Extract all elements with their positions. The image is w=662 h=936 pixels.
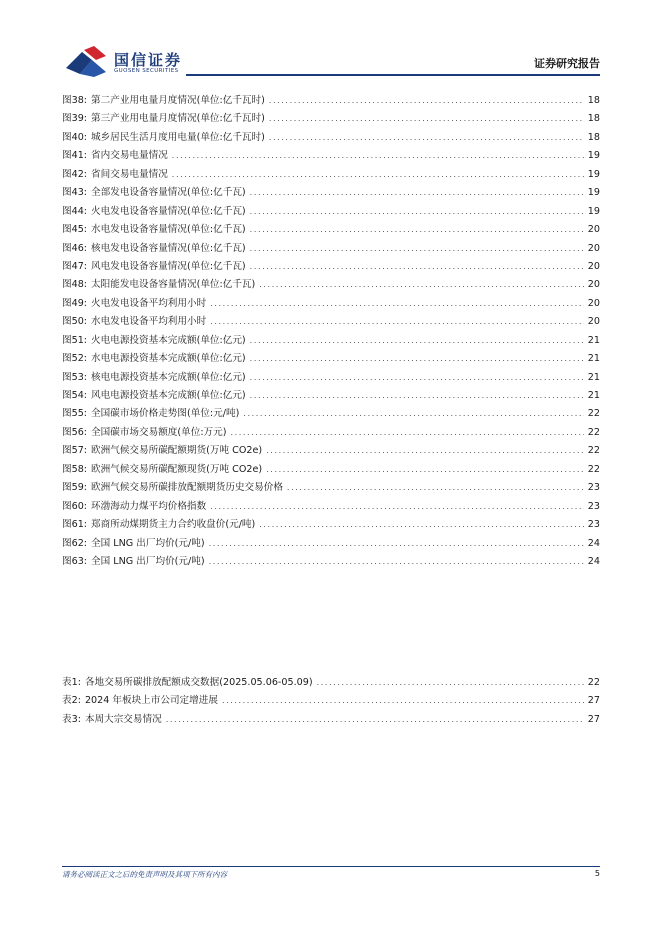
toc-dot-leader bbox=[172, 151, 584, 160]
report-type-label: 证券研究报告 bbox=[534, 57, 600, 70]
toc-table-entry[interactable] bbox=[62, 692, 600, 710]
toc-entry-title: 风电电源投资基本完成额(单位:亿元) bbox=[91, 390, 246, 401]
toc-entry-label: 图45: bbox=[62, 224, 88, 236]
toc-entry-title: 水电发电设备平均利用小时 bbox=[91, 316, 207, 328]
toc-figure-entry[interactable] bbox=[62, 498, 600, 516]
toc-figure-entry[interactable] bbox=[62, 240, 600, 258]
toc-figure-entry[interactable] bbox=[62, 516, 600, 534]
toc-entry-page: 20 bbox=[587, 242, 600, 254]
toc-entry-page: 27 bbox=[587, 713, 600, 725]
toc-dot-leader bbox=[250, 336, 584, 345]
toc-entry-title: 太阳能发电设备容量情况(单位:亿千瓦) bbox=[91, 279, 256, 291]
toc-entry-label: 图50: bbox=[62, 316, 88, 328]
guosen-logo-mark-icon bbox=[64, 46, 108, 78]
toc-entry-page: 23 bbox=[587, 482, 600, 494]
toc-entry-label: 图39: bbox=[62, 113, 88, 125]
toc-entry-label: 图38: bbox=[62, 95, 88, 106]
toc-entry-page: 21 bbox=[587, 371, 600, 383]
toc-figure-entry[interactable] bbox=[62, 332, 600, 350]
toc-entry-label: 图60: bbox=[62, 500, 88, 512]
toc-entry-title: 全国 LNG 出厂均价(元/吨) bbox=[91, 555, 205, 567]
toc-dot-leader bbox=[250, 391, 584, 400]
toc-dot-leader bbox=[166, 715, 584, 724]
toc-entry-label: 图42: bbox=[62, 168, 88, 180]
toc-dot-leader bbox=[250, 354, 584, 363]
toc-figure-entry[interactable] bbox=[62, 313, 600, 331]
toc-entry-title: 全国碳市场价格走势图(单位:元/吨) bbox=[91, 408, 240, 420]
footer-disclaimer: 请务必阅读正文之后的免责声明及其项下所有内容 bbox=[62, 870, 227, 879]
toc-entry-label: 图56: bbox=[62, 426, 88, 438]
toc-entry-title: 水电电源投资基本完成额(单位:亿元) bbox=[91, 353, 246, 365]
toc-entry-label: 图47: bbox=[62, 260, 88, 272]
toc-entry-page: 24 bbox=[587, 537, 600, 549]
toc-entry-title: 2024 年板块上市公司定增进展 bbox=[84, 695, 218, 707]
toc-entry-title: 全国碳市场交易额度(单位:万元) bbox=[91, 426, 227, 438]
toc-entry-page: 18 bbox=[587, 95, 600, 106]
guosen-logo bbox=[64, 46, 194, 80]
toc-entry-label: 图52: bbox=[62, 353, 88, 365]
toc-entry-label: 图58: bbox=[62, 463, 88, 475]
toc-entry-page: 21 bbox=[587, 334, 600, 346]
toc-figure-entry[interactable] bbox=[62, 221, 600, 239]
toc-entry-label: 表1: bbox=[62, 677, 81, 688]
toc-dot-leader bbox=[269, 133, 584, 142]
toc-figure-entry[interactable] bbox=[62, 535, 600, 553]
toc-entry-title: 第二产业用电量月度情况(单位:亿千瓦时) bbox=[91, 95, 265, 106]
toc-figure-entry[interactable] bbox=[62, 461, 600, 479]
toc-dot-leader bbox=[269, 96, 584, 105]
toc-figure-entry[interactable] bbox=[62, 166, 600, 184]
toc-entry-label: 图41: bbox=[62, 150, 88, 162]
toc-figure-entry[interactable] bbox=[62, 110, 600, 128]
logo-chinese-name: 国信证券 bbox=[114, 51, 183, 69]
toc-table-entry[interactable] bbox=[62, 674, 600, 692]
toc-dot-leader bbox=[250, 225, 584, 234]
figures-toc bbox=[62, 92, 600, 571]
toc-entry-title: 全国 LNG 出厂均价(元/吨) bbox=[91, 537, 205, 549]
toc-figure-entry[interactable] bbox=[62, 387, 600, 405]
toc-entry-title: 火电发电设备容量情况(单位:亿千瓦) bbox=[91, 205, 246, 217]
toc-entry-page: 20 bbox=[587, 297, 600, 309]
toc-entry-page: 22 bbox=[587, 445, 600, 457]
toc-entry-title: 风电发电设备容量情况(单位:亿千瓦) bbox=[91, 260, 246, 272]
toc-entry-title: 省间交易电量情况 bbox=[91, 168, 168, 180]
toc-dot-leader bbox=[210, 317, 584, 326]
toc-dot-leader bbox=[172, 170, 584, 179]
toc-entry-label: 图49: bbox=[62, 297, 88, 309]
toc-entry-title: 欧洲气候交易所碳配额现货(万吨 CO2e) bbox=[91, 463, 263, 475]
toc-entry-page: 22 bbox=[587, 426, 600, 438]
toc-entry-label: 图61: bbox=[62, 519, 88, 531]
toc-entry-page: 19 bbox=[587, 205, 600, 217]
toc-dot-leader bbox=[210, 299, 584, 308]
toc-dot-leader bbox=[209, 539, 584, 548]
header-divider bbox=[186, 74, 600, 76]
toc-entry-label: 图57: bbox=[62, 445, 88, 457]
toc-entry-page: 20 bbox=[587, 260, 600, 272]
toc-entry-page: 27 bbox=[587, 695, 600, 707]
toc-entry-title: 本周大宗交易情况 bbox=[84, 713, 162, 725]
page-header bbox=[0, 0, 662, 80]
toc-figure-entry[interactable] bbox=[62, 553, 600, 571]
toc-entry-page: 22 bbox=[587, 408, 600, 420]
toc-entry-title: 水电发电设备容量情况(单位:亿千瓦) bbox=[91, 224, 246, 236]
toc-entry-page: 19 bbox=[587, 187, 600, 199]
toc-entry-label: 图40: bbox=[62, 131, 88, 143]
toc-dot-leader bbox=[266, 446, 584, 455]
toc-entry-page: 20 bbox=[587, 224, 600, 236]
toc-entry-title: 欧洲气候交易所碳配额期货(万吨 CO2e) bbox=[91, 445, 263, 457]
toc-entry-label: 图48: bbox=[62, 279, 88, 291]
toc-figure-entry[interactable] bbox=[62, 479, 600, 497]
toc-dot-leader bbox=[210, 502, 584, 511]
toc-entry-label: 图59: bbox=[62, 482, 88, 494]
toc-figure-entry[interactable] bbox=[62, 424, 600, 442]
toc-entry-title: 环渤海动力煤平均价格指数 bbox=[91, 500, 207, 512]
logo-english-name: GUOSEN SECURITIES bbox=[114, 68, 179, 74]
toc-entry-title: 省内交易电量情况 bbox=[91, 150, 168, 162]
toc-dot-leader bbox=[250, 262, 584, 271]
toc-dot-leader bbox=[287, 483, 584, 492]
toc-dot-leader bbox=[243, 409, 583, 418]
toc-figure-entry[interactable] bbox=[62, 92, 600, 110]
toc-entry-title: 全部发电设备容量情况(单位:亿千瓦) bbox=[91, 187, 246, 199]
toc-table-entry[interactable] bbox=[62, 711, 600, 729]
toc-entry-title: 城乡居民生活月度用电量(单位:亿千瓦时) bbox=[91, 131, 265, 143]
toc-entry-page: 22 bbox=[587, 677, 600, 688]
toc-entry-title: 核电电源投资基本完成额(单位:亿元) bbox=[91, 371, 246, 383]
toc-entry-label: 图46: bbox=[62, 242, 88, 254]
toc-entry-title: 郑商所动煤期货主力合约收盘价(元/吨) bbox=[91, 519, 256, 531]
toc-dot-leader bbox=[317, 678, 584, 687]
toc-figure-entry[interactable] bbox=[62, 369, 600, 387]
toc-dot-leader bbox=[259, 520, 584, 529]
toc-dot-leader bbox=[259, 280, 584, 289]
toc-figure-entry[interactable] bbox=[62, 350, 600, 368]
toc-dot-leader bbox=[209, 557, 584, 566]
tables-toc bbox=[62, 674, 600, 729]
toc-entry-label: 图54: bbox=[62, 390, 88, 401]
toc-entry-page: 23 bbox=[587, 519, 600, 531]
toc-entry-page: 23 bbox=[587, 500, 600, 512]
page-number: 5 bbox=[594, 869, 600, 878]
toc-figure-entry[interactable] bbox=[62, 129, 600, 147]
toc-figure-entry[interactable] bbox=[62, 295, 600, 313]
toc-entry-title: 火电发电设备平均利用小时 bbox=[91, 297, 207, 309]
toc-figure-entry[interactable] bbox=[62, 147, 600, 165]
toc-entry-title: 火电电源投资基本完成额(单位:亿元) bbox=[91, 334, 246, 346]
toc-entry-page: 24 bbox=[587, 555, 600, 567]
toc-entry-label: 图63: bbox=[62, 555, 88, 567]
toc-entry-page: 21 bbox=[587, 390, 600, 401]
toc-dot-leader bbox=[230, 428, 583, 437]
toc-entry-label: 表2: bbox=[62, 695, 81, 707]
toc-entry-page: 20 bbox=[587, 279, 600, 291]
toc-entry-page: 18 bbox=[587, 113, 600, 125]
toc-entry-page: 22 bbox=[587, 463, 600, 475]
toc-entry-label: 图44: bbox=[62, 205, 88, 217]
toc-entry-label: 图53: bbox=[62, 371, 88, 383]
toc-dot-leader bbox=[222, 696, 584, 705]
toc-entry-title: 第三产业用电量月度情况(单位:亿千瓦时) bbox=[91, 113, 265, 125]
toc-entry-title: 各地交易所碳排放配额成交数据(2025.05.06-05.09) bbox=[84, 677, 313, 688]
toc-dot-leader bbox=[250, 244, 584, 253]
toc-entry-page: 19 bbox=[587, 168, 600, 180]
toc-entry-label: 图62: bbox=[62, 537, 88, 549]
toc-dot-leader bbox=[250, 188, 584, 197]
toc-entry-page: 19 bbox=[587, 150, 600, 162]
toc-entry-page: 20 bbox=[587, 316, 600, 328]
toc-entry-page: 21 bbox=[587, 353, 600, 365]
toc-entry-label: 图43: bbox=[62, 187, 88, 199]
toc-figure-entry[interactable] bbox=[62, 184, 600, 202]
toc-dot-leader bbox=[250, 207, 584, 216]
toc-dot-leader bbox=[250, 373, 584, 382]
toc-entry-page: 18 bbox=[587, 131, 600, 143]
toc-figure-entry[interactable] bbox=[62, 203, 600, 221]
toc-entry-title: 核电发电设备容量情况(单位:亿千瓦) bbox=[91, 242, 246, 254]
toc-dot-leader bbox=[266, 465, 584, 474]
toc-entry-label: 图51: bbox=[62, 334, 88, 346]
toc-figure-entry[interactable] bbox=[62, 405, 600, 423]
toc-figure-entry[interactable] bbox=[62, 442, 600, 460]
toc-entry-title: 欧洲气候交易所碳排放配额期货历史交易价格 bbox=[91, 482, 283, 494]
toc-entry-label: 表3: bbox=[62, 713, 81, 725]
toc-dot-leader bbox=[269, 114, 584, 123]
toc-figure-entry[interactable] bbox=[62, 258, 600, 276]
toc-entry-label: 图55: bbox=[62, 408, 88, 420]
toc-figure-entry[interactable] bbox=[62, 276, 600, 294]
footer-divider bbox=[62, 866, 600, 867]
